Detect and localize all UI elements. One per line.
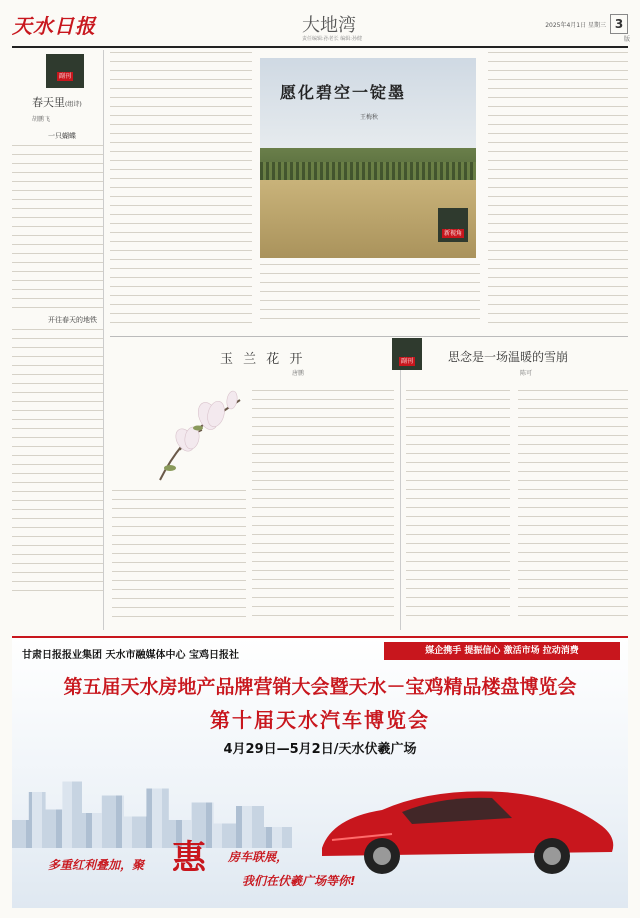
section-name: 大地湾 <box>302 15 356 36</box>
section-subtitle: 责任编辑:孙老长 编辑:孙健 <box>302 36 362 42</box>
essay2-text-a <box>406 390 510 630</box>
column-divider <box>400 340 401 630</box>
ad-headline-1: 第五届天水房地产品牌营销大会暨天水－宝鸡精品楼盘博览会 <box>63 676 577 698</box>
section-divider <box>110 336 628 337</box>
ad-promo-line-1: 多重红利叠加，聚 <box>48 858 145 872</box>
ad-promo-line-2: 房车联展， <box>228 850 289 864</box>
ad-promo-line-3: 我们在伏羲广场等你! <box>242 874 356 888</box>
essay-title-1: 玉 兰 花 开 <box>220 352 306 367</box>
feature-photo <box>260 58 476 258</box>
ad-slogan: 媒企携手 提振信心 激活市场 拉动消费 <box>384 642 620 660</box>
essay1-text-b <box>112 490 246 630</box>
essay-title-2: 思念是一场温暖的雪崩 <box>448 350 569 364</box>
poem-subtitle-2: 开往春天的地铁 <box>48 316 97 324</box>
ad-hui-character: 惠 <box>172 838 206 878</box>
red-sports-car <box>312 768 622 878</box>
city-skyline <box>12 778 292 848</box>
page-number: 3 <box>610 14 628 34</box>
feature-title: 愿化碧空一锭墨 <box>280 83 407 102</box>
text-column-4 <box>488 52 628 332</box>
issue-date: 2025年4月1日 星期三 <box>545 22 606 29</box>
essay1-text-c <box>252 390 394 630</box>
masthead <box>12 8 628 48</box>
poem-text-block <box>12 145 103 308</box>
newspaper-logo: 天水日报 <box>12 14 96 38</box>
text-column-1 <box>110 52 252 332</box>
ad-organizers: 甘肃日报报业集团 天水市融媒体中心 宝鸡日报社 <box>22 650 239 661</box>
magnolia-illustration <box>140 380 250 490</box>
essay2-text-b <box>518 390 628 630</box>
text-under-photo <box>260 264 480 334</box>
column-badge: 副刊 <box>46 54 84 88</box>
ad-headline-2: 第十届天水汽车博览会 <box>210 708 430 732</box>
poem-author: 胡鹏飞 <box>32 116 51 123</box>
expo-advertisement <box>12 636 628 908</box>
feature-author: 王梅秋 <box>360 114 379 121</box>
poem-column <box>12 50 104 630</box>
page-label: 版 <box>623 36 630 43</box>
poem-title: 春天里(组诗) <box>32 96 82 109</box>
ad-date-venue: 4月29日—5月2日/天水伏羲广场 <box>223 742 417 757</box>
essay-author-2: 陈可 <box>520 370 533 377</box>
poem-subtitle-1: 一只蝴蝶 <box>48 132 76 140</box>
essay2-badge: 副刊 <box>392 338 422 370</box>
feature-badge: 新视角 <box>438 208 468 242</box>
poem-text-block-2 <box>12 329 103 591</box>
essay-author-1: 唐鹏 <box>292 370 305 377</box>
